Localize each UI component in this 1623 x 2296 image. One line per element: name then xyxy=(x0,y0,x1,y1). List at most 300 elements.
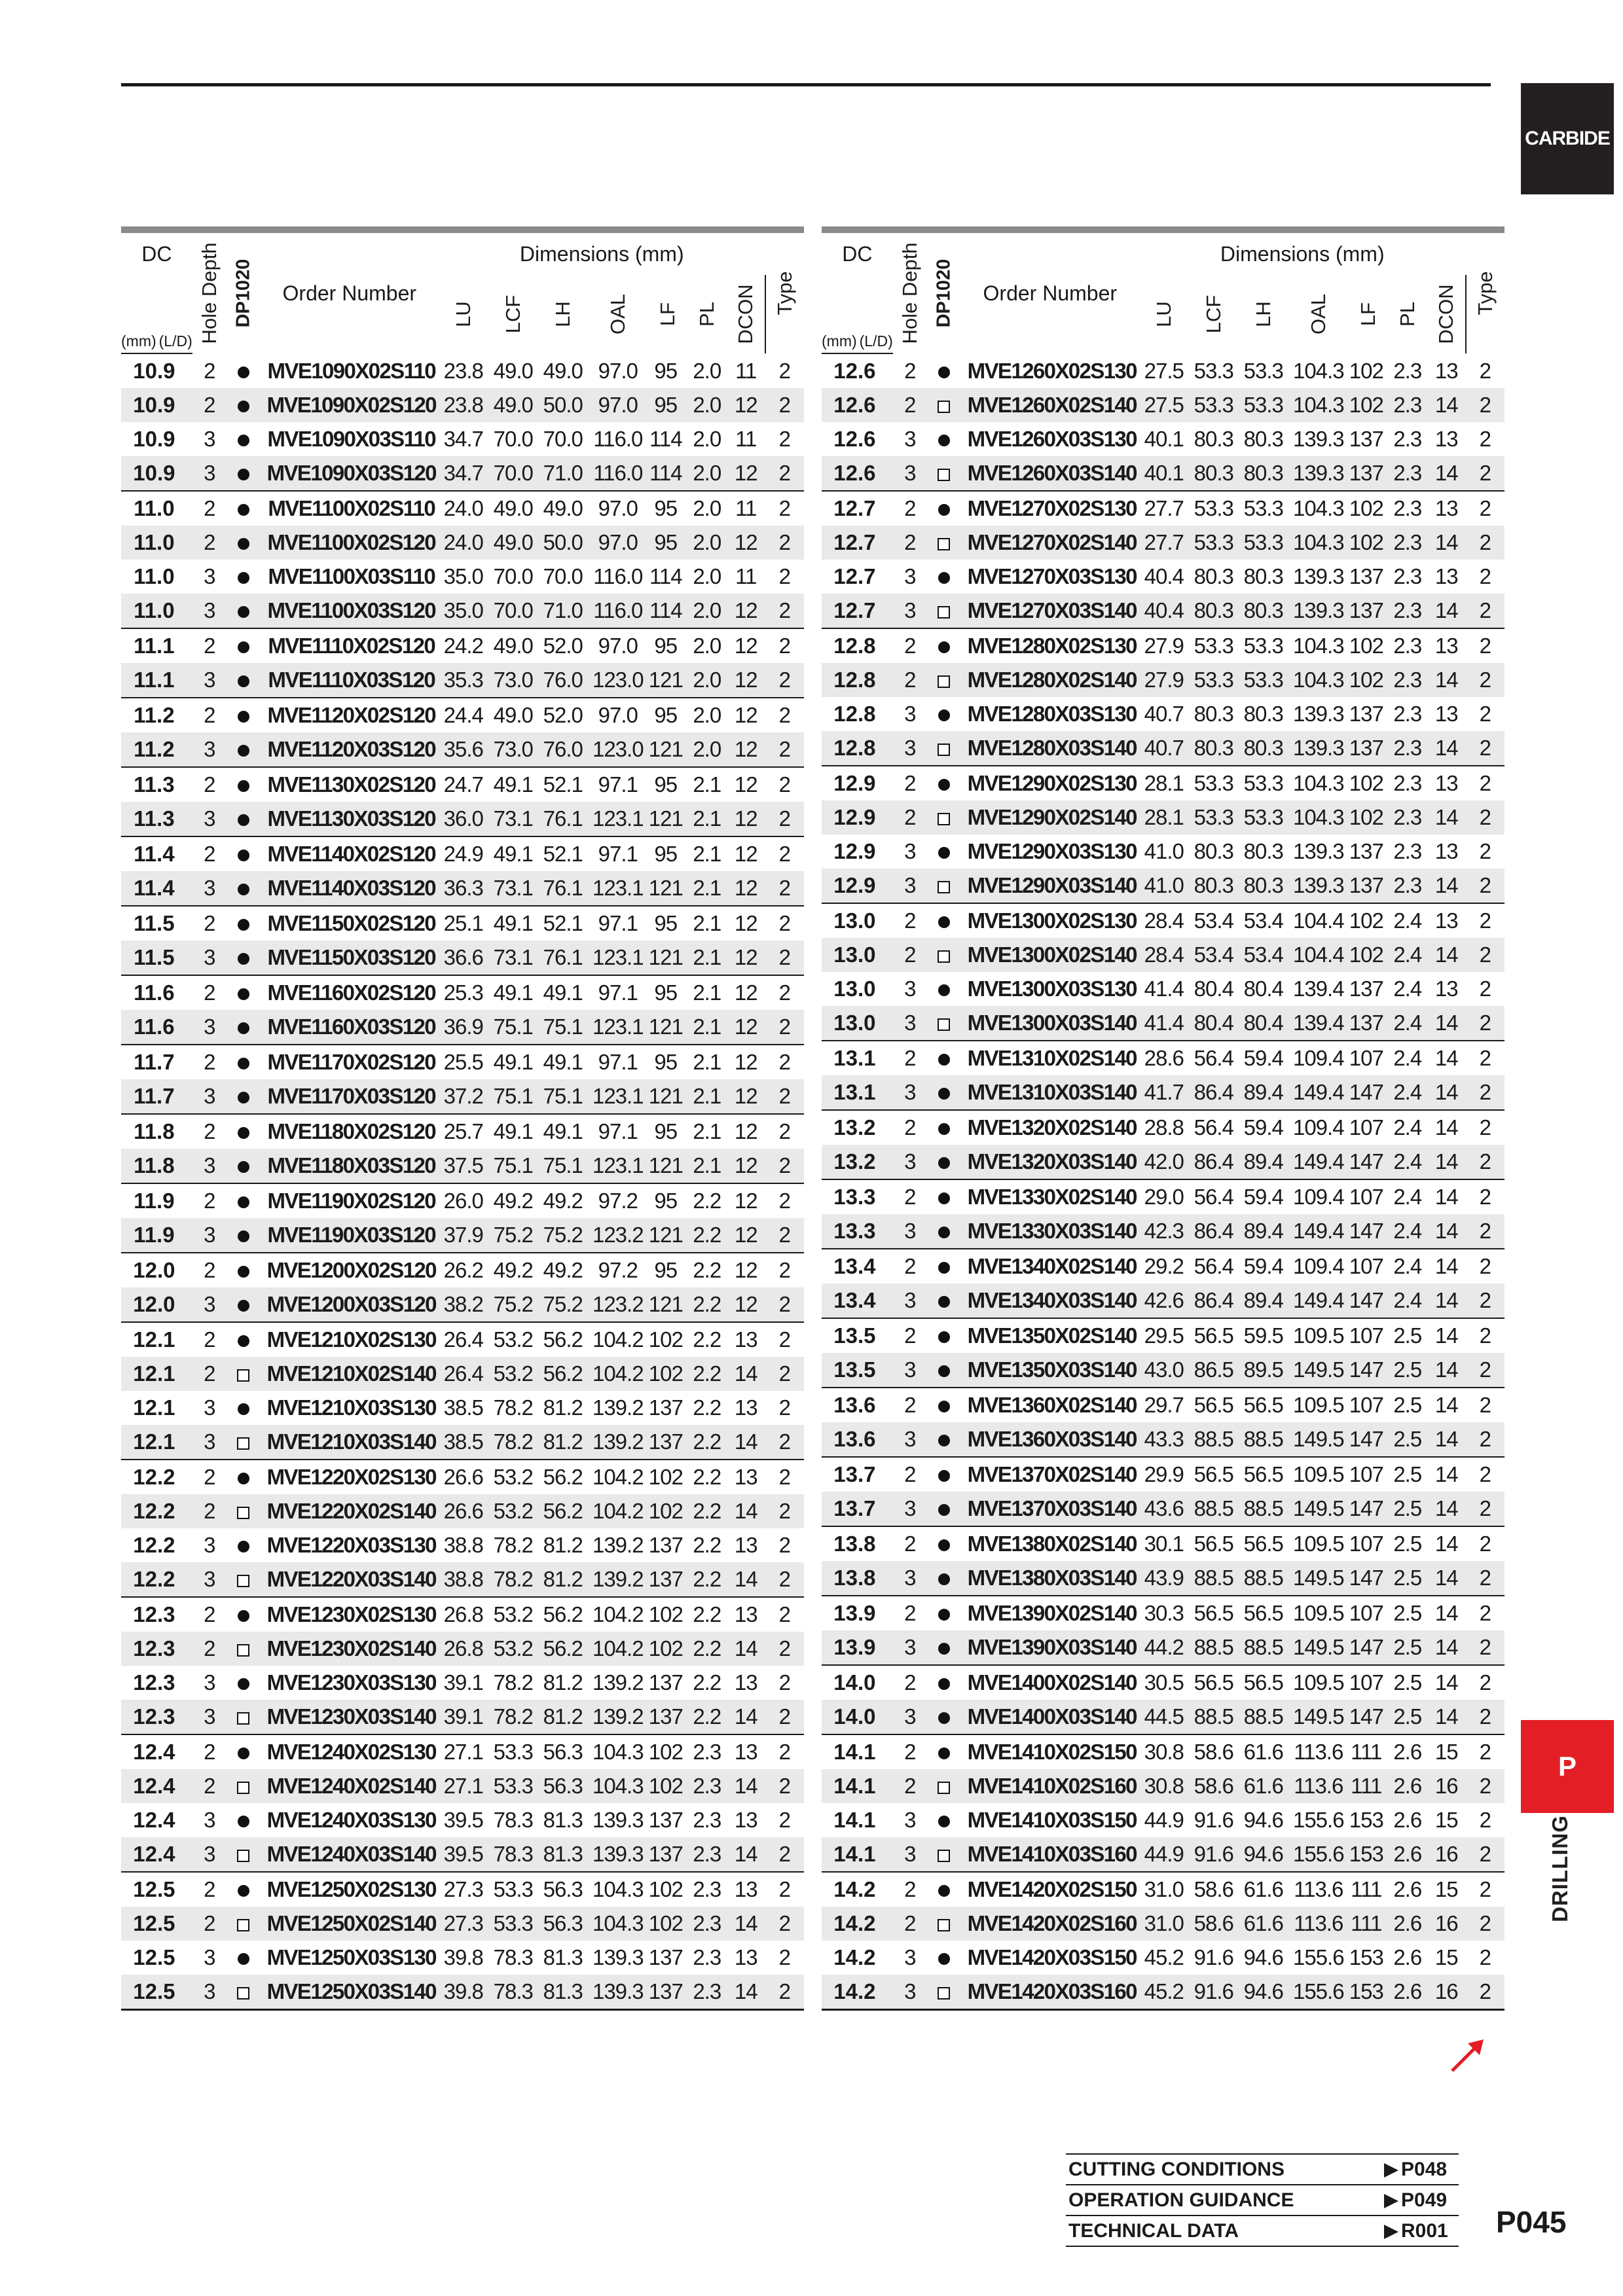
table-row xyxy=(121,1045,804,1079)
hole-depth-cell: 3 xyxy=(893,731,927,766)
table-row xyxy=(822,1457,1504,1492)
dcon-cell: 14 xyxy=(727,1769,765,1803)
stock-status-cell xyxy=(927,938,961,972)
stock-status-cell xyxy=(927,1353,961,1388)
lh-cell: 49.0 xyxy=(543,496,583,520)
dc-cell: 13.5 xyxy=(822,1353,893,1388)
filled-circle-icon xyxy=(938,1470,950,1482)
dc-cell: 11.6 xyxy=(134,980,175,1005)
dcon-cell: 13 xyxy=(1434,564,1458,588)
lu-cell: 27.5 xyxy=(1144,358,1184,383)
type-cell: 2 xyxy=(765,1632,804,1666)
order-number-cell: MVE1190X03S120 xyxy=(261,1218,439,1253)
hole-depth-cell: 2 xyxy=(192,1494,227,1528)
lu-header: LU xyxy=(1152,301,1175,327)
open-square-icon xyxy=(237,1507,249,1519)
order-number-cell: MVE1290X03S130 xyxy=(967,839,1137,863)
oal-cell: 123.1 xyxy=(588,941,648,975)
dc-cell: 13.0 xyxy=(833,977,876,1001)
stock-status-cell xyxy=(227,1322,261,1357)
table-row xyxy=(822,1214,1504,1249)
lu-cell: 24.0 xyxy=(439,526,488,560)
lf-cell: 137 xyxy=(648,1837,687,1872)
stock-status-cell xyxy=(227,594,261,628)
order-number-cell: MVE1100X03S120 xyxy=(261,594,439,628)
dc-cell: 12.1 xyxy=(121,1357,192,1391)
reference-label[interactable]: CUTTING CONDITIONS xyxy=(1068,2158,1285,2180)
table-row xyxy=(121,353,804,388)
hole-depth-cell: 3 xyxy=(893,1145,927,1179)
stock-status-cell xyxy=(927,1769,961,1803)
filled-circle-icon xyxy=(938,1401,950,1412)
oal-cell: 149.4 xyxy=(1288,1145,1349,1179)
type-cell: 2 xyxy=(778,358,790,383)
dcon-cell: 12 xyxy=(734,1050,757,1074)
stock-status-cell xyxy=(927,388,961,422)
order-number-cell: MVE1230X03S130 xyxy=(266,1670,436,1695)
stock-status-cell xyxy=(227,1045,261,1079)
lf-cell: 107 xyxy=(1349,1323,1383,1348)
pl-cell: 2.0 xyxy=(693,358,721,383)
table-row xyxy=(121,698,804,732)
type-cell: 2 xyxy=(765,1149,804,1183)
lcf-cell: 70.0 xyxy=(488,594,538,628)
type-cell: 2 xyxy=(1466,1769,1504,1803)
filled-circle-icon xyxy=(238,745,249,757)
stock-status-cell xyxy=(927,628,961,663)
oal-cell: 139.3 xyxy=(1288,731,1349,766)
dcon-cell: 13 xyxy=(734,1602,757,1626)
filled-circle-icon xyxy=(938,1331,950,1343)
order-number-cell: MVE1230X02S130 xyxy=(266,1602,436,1626)
hole-depth-cell: 3 xyxy=(893,1214,927,1249)
lf-cell: 95 xyxy=(654,496,678,520)
table-row xyxy=(822,526,1504,560)
filled-circle-icon xyxy=(238,953,249,965)
table-row xyxy=(822,1041,1504,1075)
order-number-cell: MVE1150X03S120 xyxy=(261,941,439,975)
oal-cell: 104.3 xyxy=(592,1877,644,1901)
table-row xyxy=(822,1179,1504,1214)
lu-cell: 31.0 xyxy=(1144,1877,1184,1901)
order-number-cell: MVE1280X02S140 xyxy=(961,663,1139,697)
pl-cell: 2.2 xyxy=(687,1357,727,1391)
order-number-cell: MVE1240X03S130 xyxy=(266,1808,436,1832)
reference-row[interactable] xyxy=(1066,2185,1459,2215)
reference-links xyxy=(1066,2153,1459,2247)
lu-cell: 43.9 xyxy=(1139,1561,1189,1596)
type-cell: 2 xyxy=(1479,634,1491,658)
dcon-cell: 12 xyxy=(727,1079,765,1114)
dc-cell: 12.2 xyxy=(121,1562,192,1597)
dcon-cell: 14 xyxy=(1427,1145,1466,1179)
lcf-cell: 88.5 xyxy=(1189,1700,1239,1734)
oal-cell: 104.3 xyxy=(1288,388,1349,422)
lf-cell: 137 xyxy=(648,1700,687,1734)
type-cell: 2 xyxy=(1466,1975,1504,2010)
order-number-cell: MVE1210X02S130 xyxy=(266,1327,436,1352)
pl-cell: 2.3 xyxy=(1393,496,1422,520)
hole-depth-cell: 3 xyxy=(192,1079,227,1114)
type-cell: 2 xyxy=(778,496,790,520)
stock-status-cell xyxy=(927,594,961,628)
table-row xyxy=(822,1145,1504,1179)
lu-cell: 24.2 xyxy=(443,634,483,658)
filled-circle-icon xyxy=(238,1541,249,1552)
stock-status-cell xyxy=(227,1907,261,1941)
hole-depth-cell: 2 xyxy=(204,1740,215,1764)
page-number: P045 xyxy=(1496,2205,1567,2239)
stock-status-cell xyxy=(227,1562,261,1597)
type-cell: 2 xyxy=(765,1907,804,1941)
type-cell: 2 xyxy=(1479,702,1491,726)
stock-status-cell xyxy=(227,732,261,767)
order-number-cell: MVE1320X03S140 xyxy=(961,1145,1139,1179)
dc-cell: 12.2 xyxy=(133,1533,175,1557)
oal-cell: 149.5 xyxy=(1288,1700,1349,1734)
pl-cell: 2.0 xyxy=(693,427,721,451)
oal-cell: 139.3 xyxy=(1288,869,1349,903)
dc-cell: 12.8 xyxy=(822,663,893,697)
dcon-cell: 14 xyxy=(727,1357,765,1391)
table-row xyxy=(822,422,1504,456)
pl-cell: 2.2 xyxy=(693,1258,721,1282)
type-cell: 2 xyxy=(778,980,790,1005)
oal-cell: 116.0 xyxy=(588,456,648,491)
oal-cell: 123.1 xyxy=(588,1149,648,1183)
hole-depth-cell: 3 xyxy=(192,594,227,628)
type-header: Type xyxy=(1466,230,1504,353)
type-cell: 2 xyxy=(1479,1740,1491,1764)
filled-circle-icon xyxy=(938,1748,950,1759)
dc-cell: 13.6 xyxy=(833,1393,876,1417)
stock-status-cell xyxy=(227,353,261,388)
order-number-cell: MVE1290X03S140 xyxy=(961,869,1139,903)
table-row xyxy=(822,560,1504,594)
dc-cell: 12.6 xyxy=(822,388,893,422)
type-cell: 2 xyxy=(1479,771,1491,795)
lh-cell: 80.3 xyxy=(1243,564,1283,588)
lh-cell: 50.0 xyxy=(538,388,588,422)
pl-cell: 2.3 xyxy=(1388,800,1427,834)
open-square-icon xyxy=(237,1644,249,1657)
order-number-cell: MVE1410X03S150 xyxy=(967,1808,1137,1832)
lcf-cell: 58.6 xyxy=(1189,1907,1239,1941)
lcf-cell: 73.0 xyxy=(488,663,538,698)
pl-cell: 2.6 xyxy=(1388,1975,1427,2010)
dc-cell: 13.7 xyxy=(822,1492,893,1526)
hole-depth-cell: 2 xyxy=(192,388,227,422)
reference-page[interactable]: R001 xyxy=(1381,2215,1459,2246)
lh-cell: 81.2 xyxy=(538,1425,588,1460)
order-number-cell: MVE1270X03S130 xyxy=(967,564,1137,588)
pl-cell: 2.3 xyxy=(1388,663,1427,697)
oal-cell: 139.4 xyxy=(1288,1006,1349,1041)
stock-status-cell xyxy=(927,1975,961,2010)
order-number-cell: MVE1120X03S120 xyxy=(261,732,439,767)
pl-cell: 2.5 xyxy=(1393,1323,1422,1348)
lcf-cell: 49.0 xyxy=(488,526,538,560)
type-cell: 2 xyxy=(1466,1907,1504,1941)
lu-cell: 30.8 xyxy=(1139,1769,1189,1803)
lf-cell: 102 xyxy=(1349,634,1383,658)
lh-header: LH xyxy=(1251,301,1275,327)
lf-cell: 102 xyxy=(1349,496,1383,520)
type-cell: 2 xyxy=(1466,1422,1504,1457)
open-square-icon xyxy=(237,1782,249,1794)
hole-depth-cell: 2 xyxy=(204,1602,215,1626)
dc-cell: 12.5 xyxy=(121,1975,192,2010)
order-number-cell: MVE1210X02S140 xyxy=(261,1357,439,1391)
dc-cell: 13.8 xyxy=(822,1561,893,1596)
open-square-icon xyxy=(938,1018,950,1031)
type-cell: 2 xyxy=(1479,977,1491,1001)
filled-circle-icon xyxy=(238,606,249,618)
type-cell: 2 xyxy=(1466,1283,1504,1318)
hole-depth-cell: 3 xyxy=(192,871,227,906)
filled-circle-icon xyxy=(938,1678,950,1690)
lu-cell: 28.1 xyxy=(1139,800,1189,834)
hole-depth-cell: 3 xyxy=(904,427,916,451)
lh-cell: 71.0 xyxy=(538,456,588,491)
order-number-cell: MVE1220X02S140 xyxy=(261,1494,439,1528)
hole-depth-cell: 2 xyxy=(192,1357,227,1391)
pl-cell: 2.0 xyxy=(687,663,727,698)
stock-status-cell xyxy=(227,1183,261,1218)
type-cell: 2 xyxy=(1479,839,1491,863)
type-cell: 2 xyxy=(765,802,804,836)
filled-circle-icon xyxy=(938,1227,950,1238)
dcon-cell: 13 xyxy=(1434,839,1458,863)
lu-cell: 44.9 xyxy=(1139,1837,1189,1872)
dcon-cell: 12 xyxy=(727,1218,765,1253)
lh-cell: 52.1 xyxy=(543,911,583,935)
oal-cell: 109.5 xyxy=(1292,1670,1344,1695)
dc-cell: 12.0 xyxy=(133,1258,175,1282)
lh-cell: 56.2 xyxy=(543,1327,583,1352)
order-number-cell: MVE1220X02S130 xyxy=(266,1465,436,1489)
pl-cell: 2.3 xyxy=(1393,634,1422,658)
oal-header: OAL xyxy=(1306,293,1330,335)
filled-circle-icon xyxy=(238,1403,249,1415)
oal-cell: 139.2 xyxy=(592,1395,644,1420)
filled-circle-icon xyxy=(938,1054,950,1066)
lcf-cell: 49.0 xyxy=(493,634,533,658)
pl-cell: 2.4 xyxy=(1388,1283,1427,1318)
oal-cell: 116.0 xyxy=(588,594,648,628)
reference-row[interactable] xyxy=(1066,2215,1459,2246)
order-number-cell: MVE1160X03S120 xyxy=(261,1010,439,1045)
lh-cell: 76.0 xyxy=(538,732,588,767)
lh-cell: 49.1 xyxy=(543,1119,583,1143)
pl-cell: 2.3 xyxy=(687,1975,727,2010)
lu-cell: 28.4 xyxy=(1144,908,1184,933)
lh-cell: 81.3 xyxy=(538,1837,588,1872)
triangle-arrow-icon xyxy=(1384,2163,1398,2178)
type-cell: 2 xyxy=(765,1218,804,1253)
dcon-cell: 13 xyxy=(734,1740,757,1764)
pl-cell: 2.2 xyxy=(687,1287,727,1322)
oal-cell: 104.4 xyxy=(1292,908,1344,933)
dc-cell: 12.4 xyxy=(121,1837,192,1872)
oal-cell: 139.2 xyxy=(592,1533,644,1557)
lh-cell: 81.2 xyxy=(538,1562,588,1597)
oal-cell: 149.4 xyxy=(1288,1214,1349,1249)
lu-cell: 38.8 xyxy=(443,1533,483,1557)
lh-cell: 56.5 xyxy=(1243,1393,1283,1417)
lcf-cell: 88.5 xyxy=(1189,1561,1239,1596)
lf-cell: 95 xyxy=(654,634,678,658)
dc-cell: 13.9 xyxy=(833,1601,876,1625)
lh-cell: 52.0 xyxy=(543,703,583,727)
order-number-cell: MVE1370X03S140 xyxy=(961,1492,1139,1526)
drilling-tab xyxy=(1527,1815,1593,1922)
table-row xyxy=(121,1010,804,1045)
lcf-cell: 53.3 xyxy=(1194,496,1233,520)
oal-cell: 97.1 xyxy=(598,980,638,1005)
lf-cell: 102 xyxy=(648,1632,687,1666)
reference-row[interactable] xyxy=(1066,2154,1459,2185)
lu-cell: 40.1 xyxy=(1144,427,1184,451)
stock-status-cell xyxy=(227,836,261,871)
order-number-cell: MVE1200X03S120 xyxy=(261,1287,439,1322)
pl-cell: 2.0 xyxy=(687,456,727,491)
oal-cell: 155.6 xyxy=(1292,1808,1344,1832)
lh-cell: 94.6 xyxy=(1239,1837,1288,1872)
dcon-cell: 13 xyxy=(734,1533,757,1557)
stock-status-cell xyxy=(227,1494,261,1528)
order-number-cell: MVE1100X02S110 xyxy=(268,496,435,520)
lf-cell: 137 xyxy=(648,1808,683,1832)
type-cell: 2 xyxy=(778,703,790,727)
pl-cell: 2.2 xyxy=(687,1425,727,1460)
dc-cell: 12.5 xyxy=(133,1945,175,1969)
lcf-cell: 53.4 xyxy=(1189,938,1239,972)
pl-cell: 2.4 xyxy=(1393,977,1422,1001)
lh-cell: 80.3 xyxy=(1243,702,1283,726)
reference-label[interactable]: TECHNICAL DATA xyxy=(1068,2219,1239,2242)
order-number-cell: MVE1300X02S140 xyxy=(961,938,1139,972)
lcf-cell: 80.3 xyxy=(1189,869,1239,903)
stock-status-cell xyxy=(227,1803,261,1837)
hole-depth-cell: 2 xyxy=(204,634,215,658)
order-number-cell: MVE1270X02S140 xyxy=(961,526,1139,560)
reference-label[interactable]: OPERATION GUIDANCE xyxy=(1068,2189,1294,2211)
dcon-cell: 14 xyxy=(1427,1214,1466,1249)
stock-status-cell xyxy=(227,1769,261,1803)
lu-cell: 43.6 xyxy=(1139,1492,1189,1526)
oal-cell: 149.5 xyxy=(1288,1561,1349,1596)
table-row xyxy=(121,1494,804,1528)
lh-cell: 89.4 xyxy=(1239,1145,1288,1179)
stock-status-cell xyxy=(927,1283,961,1318)
stock-status-cell xyxy=(927,422,961,456)
lf-cell: 137 xyxy=(1349,731,1388,766)
dcon-cell: 14 xyxy=(1427,1353,1466,1388)
stock-status-cell xyxy=(227,698,261,732)
dcon-cell: 14 xyxy=(1427,526,1466,560)
dc-header: DC xyxy=(822,230,893,275)
type-cell: 2 xyxy=(778,842,790,866)
hole-depth-cell: 2 xyxy=(192,1632,227,1666)
lcf-cell: 53.3 xyxy=(1189,800,1239,834)
oal-cell: 139.3 xyxy=(1292,839,1344,863)
dcon-cell: 14 xyxy=(1434,1115,1458,1139)
reference-page[interactable]: P049 xyxy=(1381,2185,1459,2215)
stock-status-cell xyxy=(927,1214,961,1249)
lh-cell: 76.1 xyxy=(538,941,588,975)
lcf-cell: 75.1 xyxy=(488,1079,538,1114)
hole-depth-cell: 2 xyxy=(893,800,927,834)
dcon-cell: 14 xyxy=(1434,1323,1458,1348)
oal-cell: 104.2 xyxy=(588,1494,648,1528)
pl-cell: 2.1 xyxy=(687,871,727,906)
table-row xyxy=(822,1006,1504,1041)
type-cell: 2 xyxy=(778,427,790,451)
lu-cell: 34.7 xyxy=(439,456,488,491)
stock-status-cell xyxy=(227,1114,261,1149)
lu-cell: 27.1 xyxy=(439,1769,488,1803)
oal-cell: 97.0 xyxy=(588,526,648,560)
dcon-cell: 15 xyxy=(1434,1877,1458,1901)
lf-cell: 147 xyxy=(1349,1353,1388,1388)
reference-page[interactable]: P048 xyxy=(1381,2154,1459,2185)
hole-depth-cell: 2 xyxy=(904,1393,916,1417)
table-row xyxy=(121,975,804,1010)
lh-cell: 53.3 xyxy=(1239,526,1288,560)
lf-cell: 102 xyxy=(1349,771,1383,795)
hole-depth-cell: 2 xyxy=(904,358,916,383)
lf-cell: 95 xyxy=(654,1189,678,1213)
table-row xyxy=(121,1562,804,1597)
table-row xyxy=(121,1769,804,1803)
lh-cell: 52.1 xyxy=(543,772,583,797)
filled-circle-icon xyxy=(938,1435,950,1446)
table-row xyxy=(822,594,1504,628)
lu-cell: 27.5 xyxy=(1139,388,1189,422)
filled-circle-icon xyxy=(238,538,249,550)
filled-circle-icon xyxy=(238,435,249,446)
dcon-cell: 14 xyxy=(1427,456,1466,491)
type-cell: 2 xyxy=(778,1189,790,1213)
filled-circle-icon xyxy=(238,1885,249,1897)
hole-depth-cell: 2 xyxy=(192,526,227,560)
lh-cell: 49.2 xyxy=(543,1189,583,1213)
lh-cell: 49.1 xyxy=(543,980,583,1005)
dcon-cell: 13 xyxy=(1434,427,1458,451)
lu-cell: 26.0 xyxy=(443,1189,483,1213)
order-number-cell: MVE1300X02S130 xyxy=(967,908,1137,933)
lh-cell: 75.1 xyxy=(538,1149,588,1183)
dcon-cell: 13 xyxy=(1434,358,1458,383)
oal-cell: 109.5 xyxy=(1292,1462,1344,1486)
lcf-cell: 88.5 xyxy=(1189,1422,1239,1457)
oal-cell: 149.5 xyxy=(1288,1422,1349,1457)
pl-cell: 2.1 xyxy=(687,802,727,836)
oal-cell: 104.4 xyxy=(1288,938,1349,972)
lf-cell: 137 xyxy=(648,1533,683,1557)
lcf-cell: 91.6 xyxy=(1189,1837,1239,1872)
table-row xyxy=(121,1287,804,1322)
lu-cell: 27.3 xyxy=(443,1877,483,1901)
pl-cell: 2.1 xyxy=(693,1050,721,1074)
lu-cell: 25.5 xyxy=(443,1050,483,1074)
lh-cell: 89.4 xyxy=(1239,1283,1288,1318)
oal-cell: 97.0 xyxy=(588,388,648,422)
lu-cell: 39.1 xyxy=(439,1700,488,1734)
lu-cell: 40.1 xyxy=(1139,456,1189,491)
lu-cell: 41.0 xyxy=(1139,869,1189,903)
